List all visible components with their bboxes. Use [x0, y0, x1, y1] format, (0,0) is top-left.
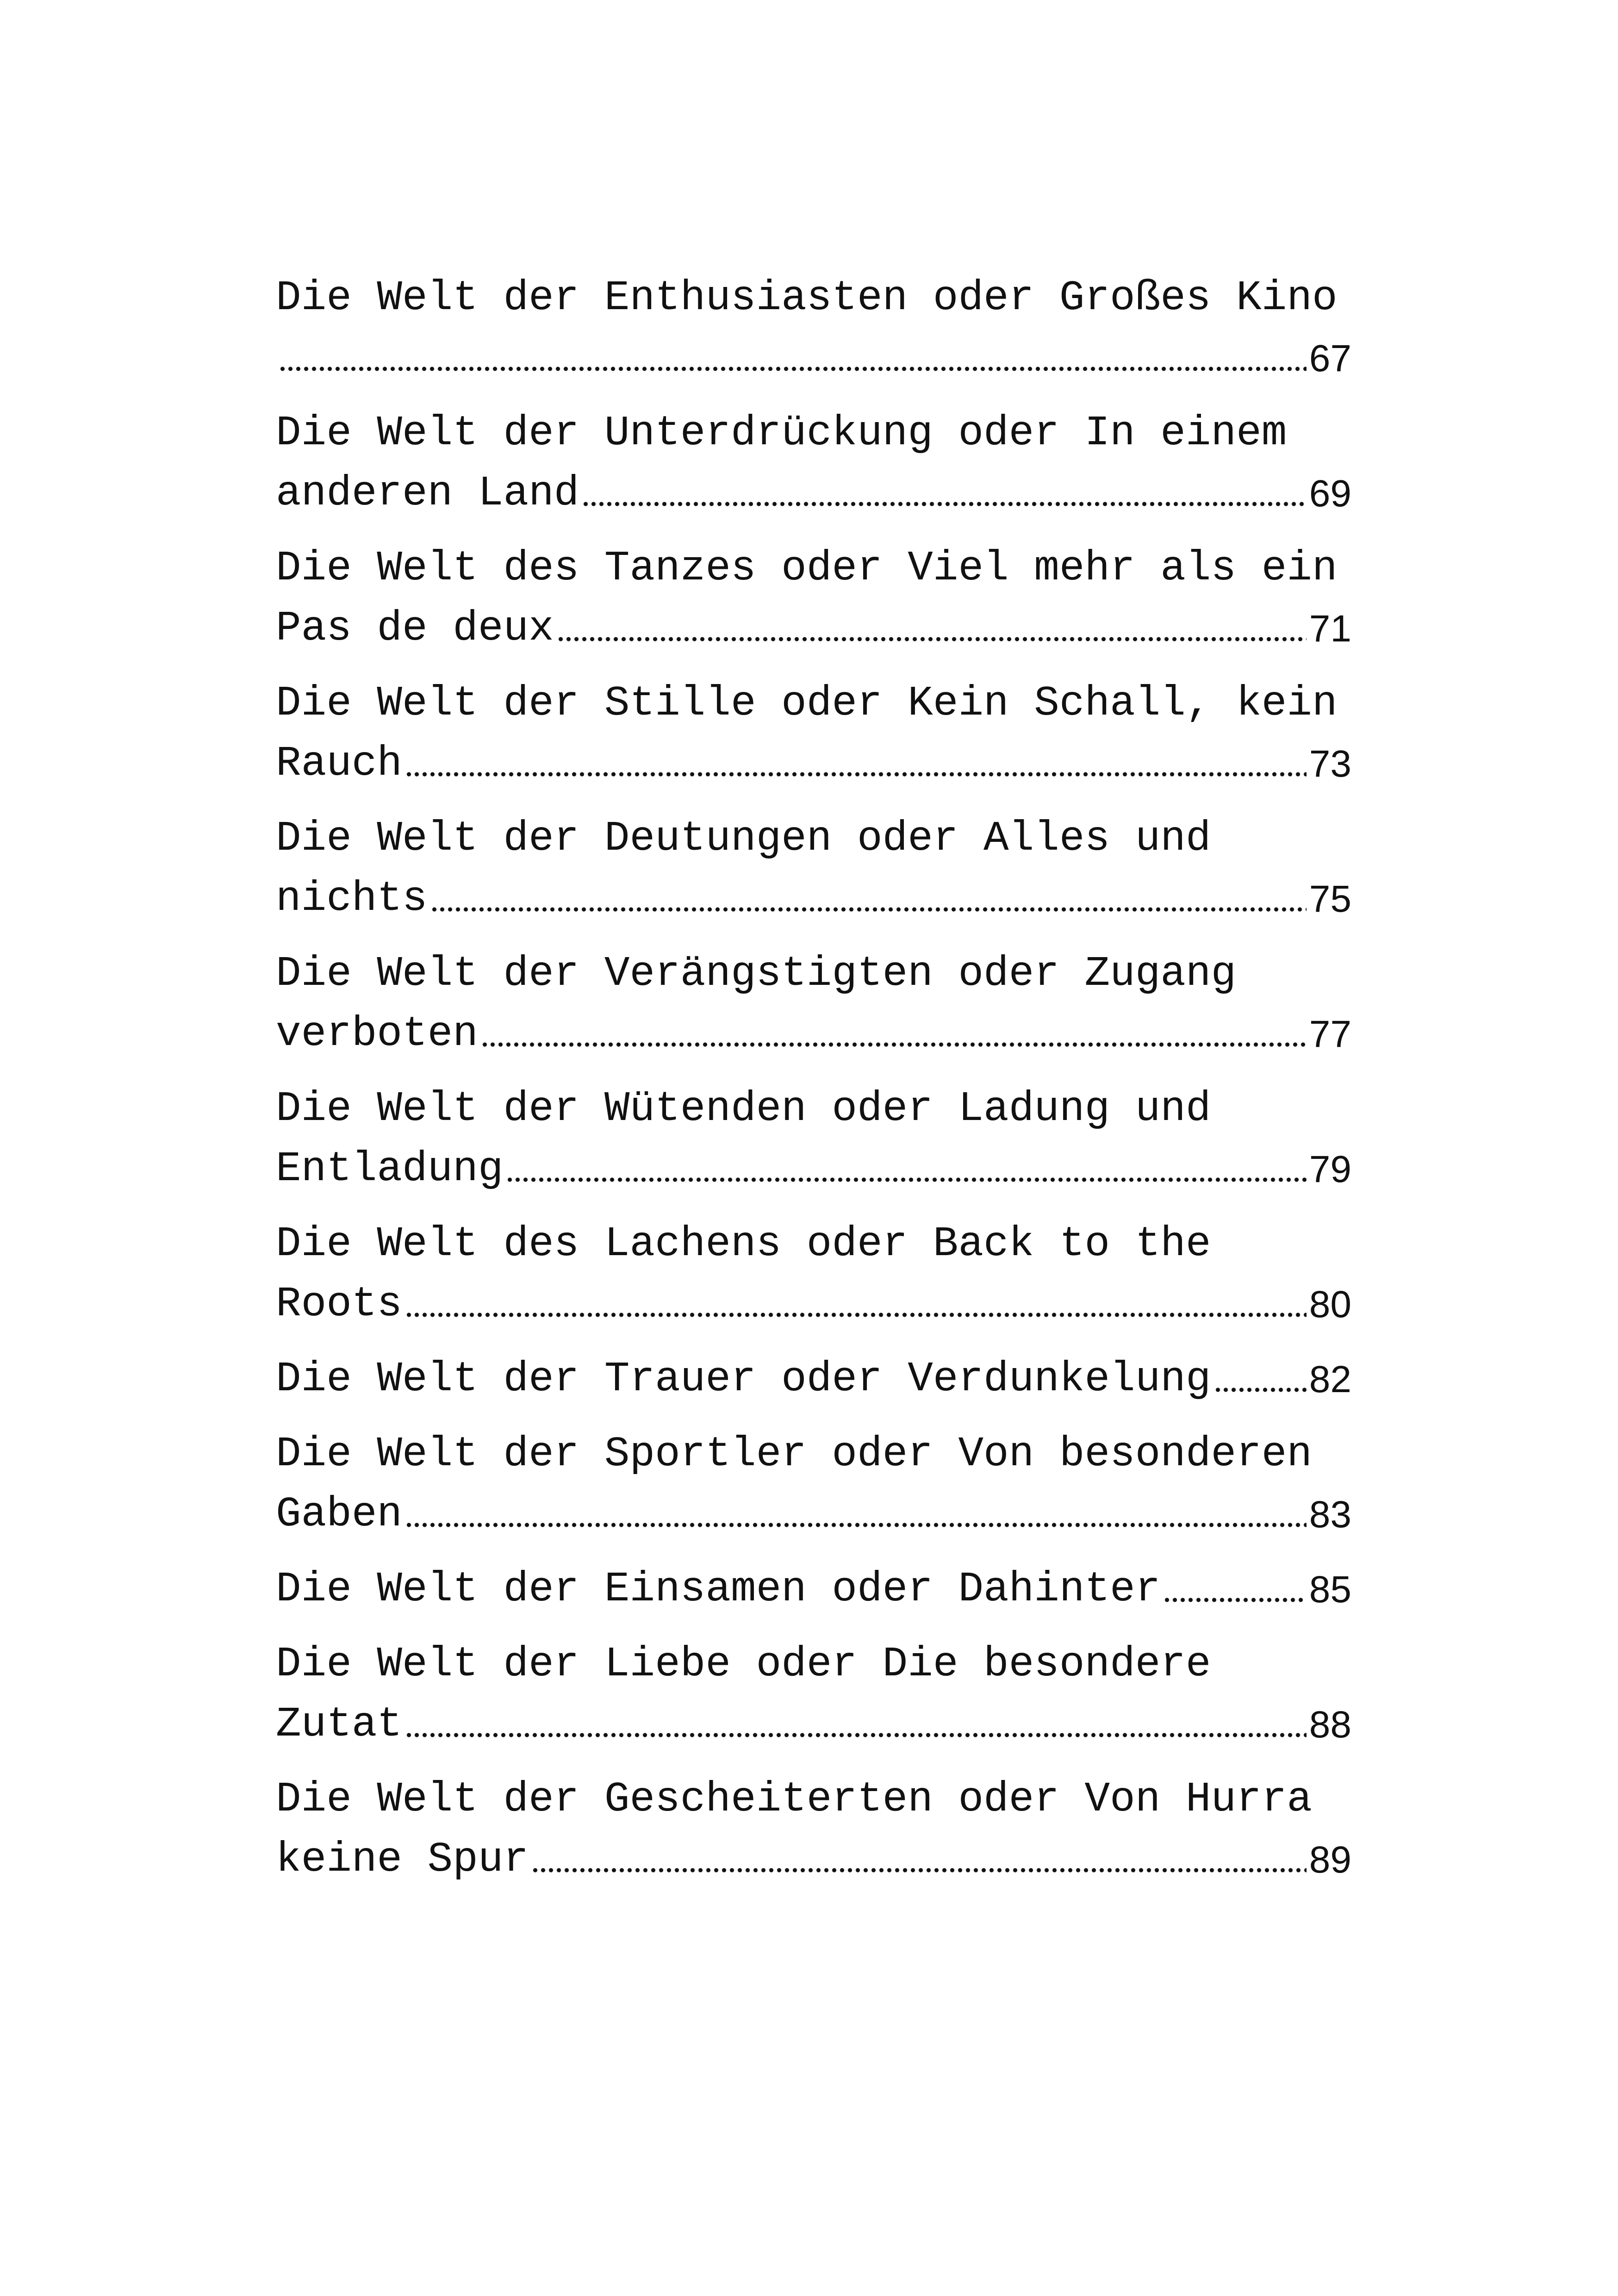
- toc-entry-leader-line: [276, 734, 1351, 794]
- toc-entry-title-continued: Rauch: [276, 740, 403, 788]
- toc-entry: [276, 1425, 1351, 1545]
- toc-page-number: 77: [1309, 1013, 1351, 1055]
- toc-page-number: 71: [1309, 608, 1351, 650]
- toc-entry: [276, 1635, 1351, 1755]
- toc-page-number: 79: [1309, 1148, 1351, 1190]
- toc-entry: [276, 1350, 1351, 1410]
- toc-page-number: 75: [1309, 878, 1351, 920]
- toc-entry-leader-line: [276, 329, 1351, 389]
- toc-entry: [276, 809, 1351, 929]
- toc-entry-leader-line: [276, 1004, 1351, 1064]
- toc-page-number: 88: [1309, 1704, 1351, 1746]
- toc-page-number: 80: [1309, 1283, 1351, 1325]
- dot-leader: [557, 636, 1307, 642]
- toc-page-number: 82: [1309, 1358, 1351, 1400]
- toc-entry-title: Die Welt der Stille oder Kein Schall, kein: [276, 680, 1338, 728]
- toc-entry-title-continued: verboten: [276, 1010, 478, 1058]
- toc-entry-title: Die Welt des Tanzes oder Viel mehr als ein: [276, 545, 1338, 592]
- toc-page-number: 69: [1309, 473, 1351, 515]
- toc-entry-title-continued: keine Spur: [276, 1836, 529, 1884]
- toc-entry-title: Die Welt der Deutungen oder Alles und: [276, 815, 1211, 863]
- toc-entry-title-continued: nichts: [276, 875, 428, 923]
- toc-entry-title: Die Welt der Sportler oder Von besonderen: [276, 1431, 1312, 1478]
- toc-entry-leader-line: [276, 1139, 1351, 1200]
- toc-entry-title-continued: Zutat: [276, 1701, 403, 1748]
- toc-page-number: 67: [1309, 337, 1351, 380]
- toc-entry-title-continued: Gaben: [276, 1491, 403, 1538]
- toc-entry-title-continued: Entladung: [276, 1145, 504, 1193]
- toc-entry: [276, 1560, 1351, 1620]
- toc-entry-leader-line: [276, 1350, 1351, 1410]
- dot-leader: [405, 771, 1307, 778]
- dot-leader: [481, 1041, 1307, 1048]
- toc-entry-leader-line: [276, 1560, 1351, 1620]
- toc-entry: [276, 674, 1351, 794]
- toc-entry-leader-line: [276, 464, 1351, 524]
- dot-leader: [582, 501, 1306, 507]
- toc-entry: [276, 539, 1351, 659]
- toc-entry: [276, 268, 1351, 389]
- dot-leader: [430, 906, 1307, 913]
- toc-entry-title: Die Welt der Wütenden oder Ladung und: [276, 1085, 1211, 1133]
- dot-leader: [1214, 1387, 1307, 1393]
- toc-entry-leader-line: [276, 1695, 1351, 1755]
- toc-entry: [276, 1214, 1351, 1335]
- toc-entry-title: Die Welt der Unterdrückung oder In einem: [276, 410, 1287, 457]
- toc-entry: [276, 1079, 1351, 1200]
- toc-entry-leader-line: [276, 869, 1351, 929]
- dot-leader: [405, 1312, 1307, 1318]
- toc-entry-title: Die Welt der Verängstigten oder Zugang: [276, 950, 1237, 998]
- table-of-contents: [276, 268, 1351, 1905]
- toc-entry-title-continued: Die Welt der Einsamen oder Dahinter: [276, 1566, 1161, 1613]
- toc-entry: [276, 944, 1351, 1064]
- toc-entry-title-continued: anderen Land: [276, 470, 579, 517]
- toc-entry-leader-line: [276, 1830, 1351, 1890]
- toc-entry-leader-line: [276, 599, 1351, 659]
- toc-entry-title-continued: Pas de deux: [276, 605, 554, 653]
- dot-leader: [506, 1176, 1306, 1183]
- toc-entry-title-continued: Roots: [276, 1281, 403, 1328]
- dot-leader: [405, 1522, 1307, 1528]
- toc-entry-title: Die Welt der Enthusiasten oder Großes Kino: [276, 274, 1338, 322]
- toc-entry-title: Die Welt der Liebe oder Die besondere: [276, 1641, 1211, 1688]
- toc-entry: [276, 404, 1351, 524]
- toc-entry-leader-line: [276, 1485, 1351, 1545]
- dot-leader: [279, 366, 1307, 372]
- toc-entry-leader-line: [276, 1275, 1351, 1335]
- toc-entry: [276, 1770, 1351, 1890]
- toc-entry-title: Die Welt des Lachens oder Back to the: [276, 1220, 1211, 1268]
- dot-leader: [531, 1867, 1307, 1873]
- toc-page-number: 83: [1309, 1493, 1351, 1536]
- dot-leader: [405, 1732, 1307, 1738]
- toc-page-number: 73: [1309, 743, 1351, 785]
- dot-leader: [1163, 1597, 1306, 1603]
- toc-page-number: 85: [1309, 1568, 1351, 1611]
- toc-entry-title: Die Welt der Gescheiterten oder Von Hurra: [276, 1776, 1312, 1823]
- toc-entry-title-continued: Die Welt der Trauer oder Verdunkelung: [276, 1356, 1211, 1403]
- toc-page-number: 89: [1309, 1839, 1351, 1881]
